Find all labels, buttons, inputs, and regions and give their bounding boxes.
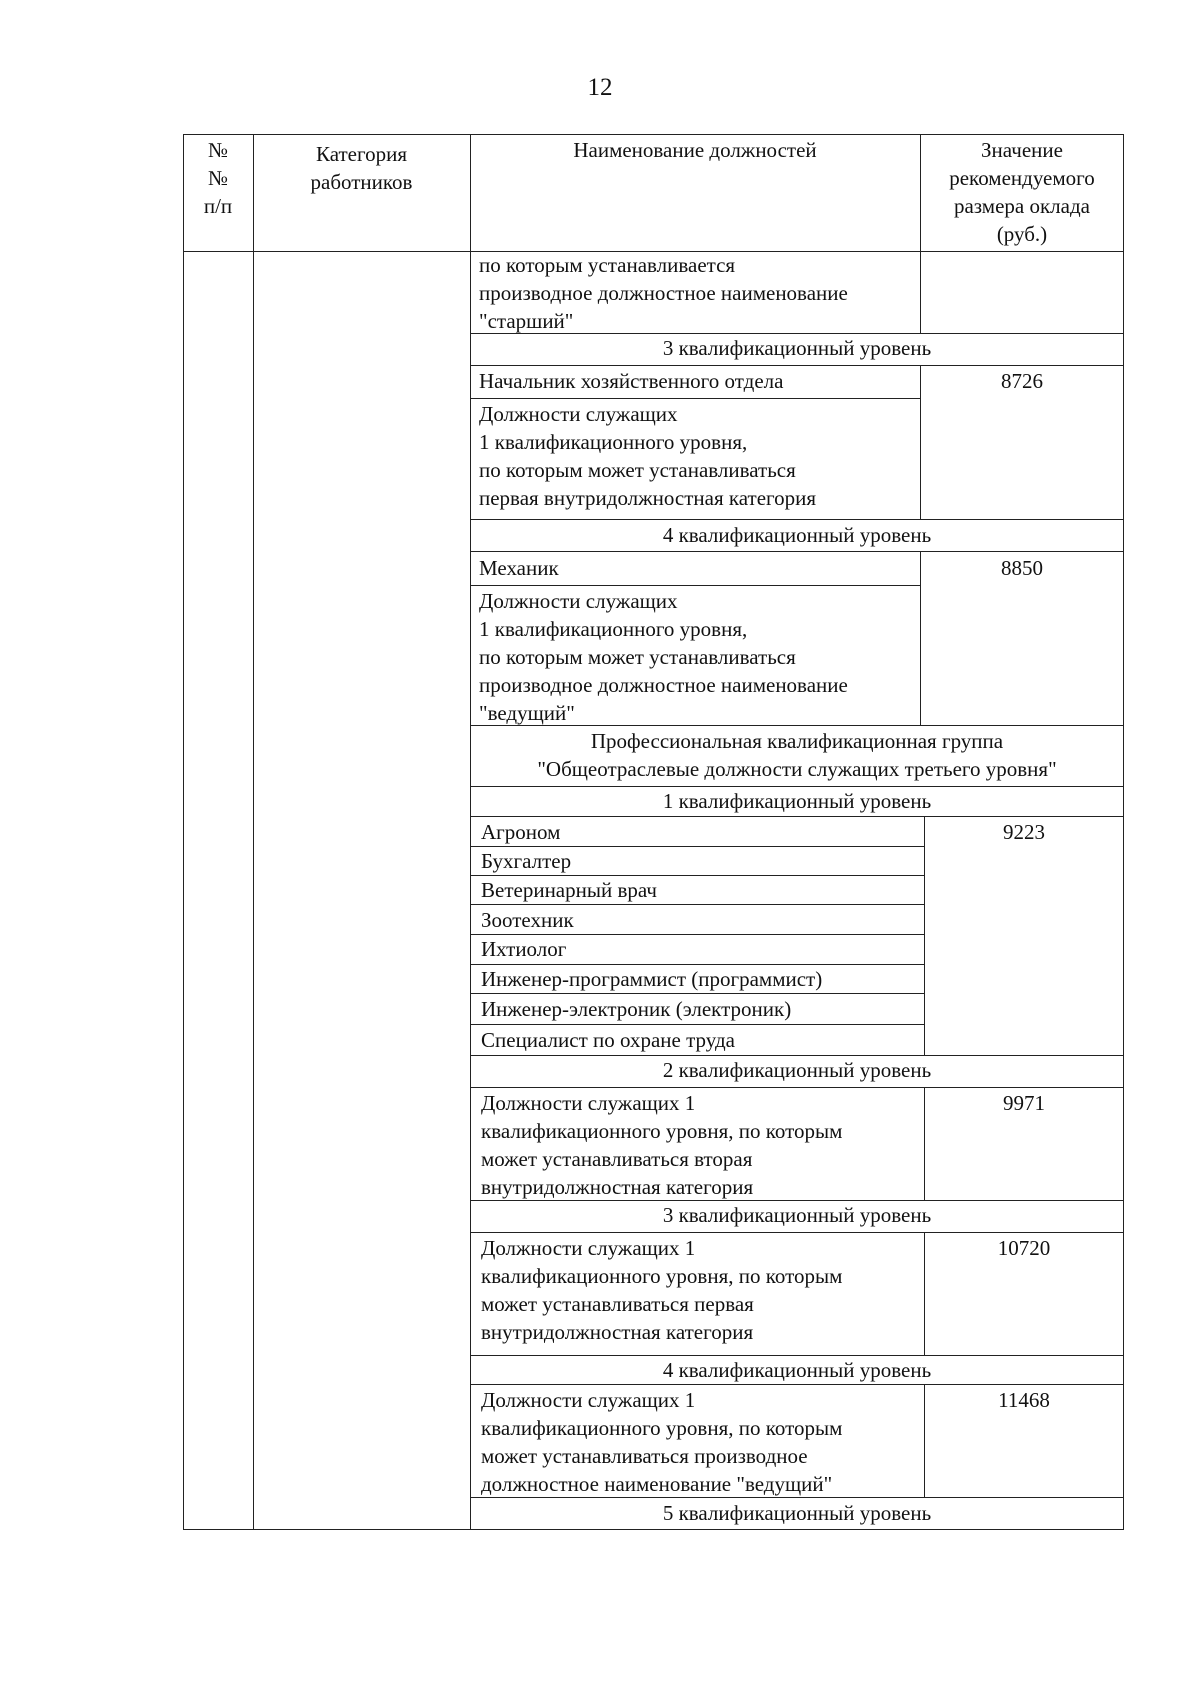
hline xyxy=(470,1384,1124,1385)
text-line: 1 квалификационного уровня, xyxy=(479,430,748,454)
page-number: 12 xyxy=(587,74,613,101)
group-level-2-title: 2 квалификационный уровень xyxy=(662,1058,932,1082)
group-title xyxy=(470,727,1124,783)
position-item: Инженер-программист (программист) xyxy=(481,967,823,991)
position-mechanic: Механик xyxy=(479,556,559,580)
text-line: 1 квалификационного уровня, xyxy=(479,617,748,641)
level-3-title: 3 квалификационный уровень xyxy=(662,336,932,360)
header-category xyxy=(253,140,470,196)
hline xyxy=(470,993,924,994)
text-line: Должности служащих 1 xyxy=(481,1091,696,1115)
group-level-4-title: 4 квалификационный уровень xyxy=(662,1358,932,1382)
position-item: Ихтиолог xyxy=(481,937,567,961)
text-line: по которым устанавливается xyxy=(479,253,736,277)
continuation-text xyxy=(479,251,848,335)
text-line: внутридолжностная категория xyxy=(481,1320,754,1344)
group-level-5-title: 5 квалификационный уровень xyxy=(662,1501,932,1525)
text-line: может устанавливаться первая xyxy=(481,1292,754,1316)
salary-value: 9971 xyxy=(1003,1091,1045,1115)
salary-value: 10720 xyxy=(997,1236,1051,1260)
text-line: по которым может устанавливаться xyxy=(479,645,796,669)
position-item: Бухгалтер xyxy=(481,849,572,873)
hline xyxy=(470,585,920,586)
position-head-of-household: Начальник хозяйственного отдела xyxy=(479,369,784,393)
text-line: производное должностное наименование xyxy=(479,673,848,697)
text-line: Должности служащих xyxy=(479,402,678,426)
text-line: "ведущий" xyxy=(479,701,575,725)
position-item: Агроном xyxy=(481,820,561,844)
text-line: Профессиональная квалификационная группа xyxy=(590,729,1004,753)
text-line: Должности служащих 1 xyxy=(481,1388,696,1412)
header-salary-line: Значение xyxy=(981,138,1063,162)
text-line: "Общеотраслевые должности служащих третьего уровня" xyxy=(537,757,1057,781)
position-item: Ветеринарный врач xyxy=(481,878,657,902)
text-line: первая внутридолжностная категория xyxy=(479,486,817,510)
header-category-line: работников xyxy=(310,170,413,194)
text-line: внутридолжностная категория xyxy=(481,1175,754,1199)
text-line: квалификационного уровня, по которым xyxy=(481,1264,843,1288)
header-category-line: Категория xyxy=(316,142,407,166)
position-description xyxy=(481,1089,842,1201)
text-line: должностное наименование "ведущий" xyxy=(481,1472,833,1496)
header-num-line: п/п xyxy=(203,194,233,218)
hline xyxy=(470,816,1124,817)
col-divider-1 xyxy=(253,134,254,1530)
col-divider-3d xyxy=(924,816,925,1055)
header-salary-line: рекомендуемого xyxy=(949,166,1095,190)
header-num xyxy=(183,136,253,220)
text-line: может устанавливаться вторая xyxy=(481,1147,753,1171)
text-line: Должности служащих xyxy=(479,589,678,613)
hline xyxy=(470,1087,1124,1088)
header-salary-line: (руб.) xyxy=(996,222,1048,246)
text-line: квалификационного уровня, по которым xyxy=(481,1416,843,1440)
position-description xyxy=(479,587,848,727)
salary-value: 8850 xyxy=(1001,556,1043,580)
text-line: может устанавливаться производное xyxy=(481,1444,808,1468)
position-description xyxy=(481,1234,842,1346)
hline xyxy=(470,365,1124,366)
header-positions xyxy=(470,136,920,164)
position-item: Специалист по охране труда xyxy=(481,1028,735,1052)
header-num-line: № xyxy=(207,166,229,190)
header-positions-line: Наименование должностей xyxy=(573,138,817,162)
text-line: по которым может устанавливаться xyxy=(479,458,796,482)
position-description xyxy=(481,1386,842,1498)
hline xyxy=(470,519,1124,520)
salary-value: 8726 xyxy=(1001,369,1043,393)
text-line: "старший" xyxy=(479,309,574,333)
hline xyxy=(470,1024,924,1025)
header-num-line: № xyxy=(207,138,229,162)
text-line: квалификационного уровня, по которым xyxy=(481,1119,843,1143)
position-description xyxy=(479,400,816,512)
hline xyxy=(470,398,920,399)
header-salary-line: размера оклада xyxy=(953,194,1090,218)
level-4-title: 4 квалификационный уровень xyxy=(662,523,932,547)
salary-value: 11468 xyxy=(998,1388,1050,1412)
hline xyxy=(470,551,1124,552)
group-level-1-title: 1 квалификационный уровень xyxy=(662,789,932,813)
position-item: Инженер-электроник (электроник) xyxy=(481,997,792,1021)
position-item: Зоотехник xyxy=(481,908,574,932)
hline xyxy=(470,1232,1124,1233)
hline xyxy=(470,904,924,905)
header-salary xyxy=(920,136,1124,248)
text-line: Должности служащих 1 xyxy=(481,1236,696,1260)
text-line: производное должностное наименование xyxy=(479,281,848,305)
salary-value: 9223 xyxy=(1003,820,1045,844)
group-level-3-title: 3 квалификационный уровень xyxy=(662,1203,932,1227)
